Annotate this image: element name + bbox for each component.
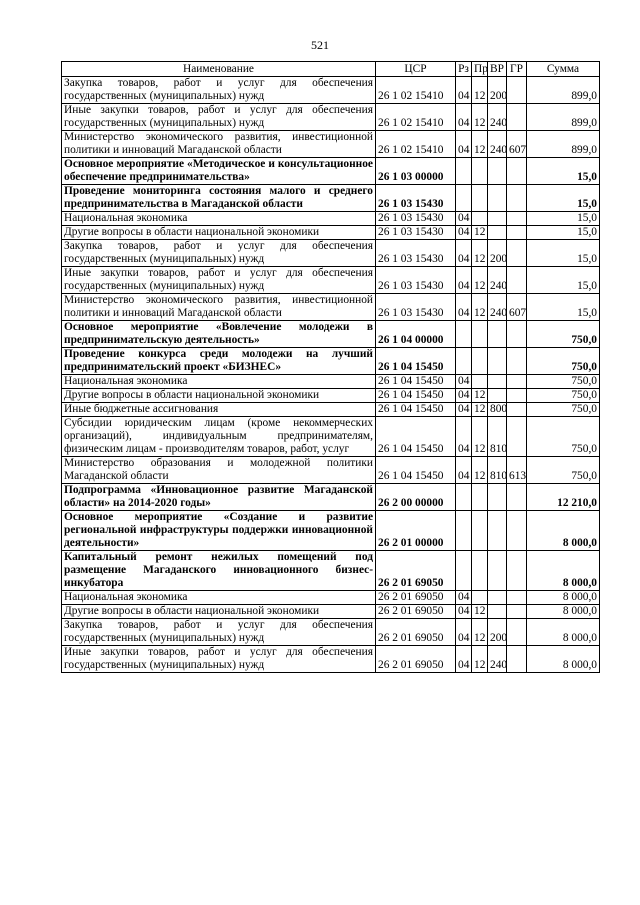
cell-csr: 26 2 01 69050 bbox=[376, 551, 456, 591]
cell-csr: 26 1 02 15410 bbox=[376, 77, 456, 104]
cell-name: Основное мероприятие «Методическое и консультационное обеспечение предпринимательства» bbox=[62, 158, 376, 185]
cell-name: Основное мероприятие «Создание и развитие региональной инфраструктуры поддержки инновационной деятельности» bbox=[62, 511, 376, 551]
cell-csr: 26 1 03 15430 bbox=[376, 240, 456, 267]
cell-sum: 750,0 bbox=[527, 389, 600, 403]
cell-name: Другие вопросы в области национальной экономики bbox=[62, 389, 376, 403]
cell-name: Национальная экономика bbox=[62, 212, 376, 226]
cell-pr bbox=[472, 511, 488, 551]
cell-gr bbox=[507, 267, 527, 294]
cell-name: Национальная экономика bbox=[62, 591, 376, 605]
cell-name: Проведение конкурса среди молодежи на лучший предпринимательский проект «БИЗНЕС» bbox=[62, 348, 376, 375]
table-row bbox=[62, 77, 600, 104]
cell-csr: 26 1 03 00000 bbox=[376, 158, 456, 185]
cell-sum: 750,0 bbox=[527, 457, 600, 484]
cell-vr bbox=[488, 321, 507, 348]
cell-gr bbox=[507, 605, 527, 619]
cell-sum: 750,0 bbox=[527, 375, 600, 389]
header-sum: Сумма bbox=[527, 62, 600, 77]
cell-name: Иные закупки товаров, работ и услуг для обеспечения государственных (муниципальных) нужд bbox=[62, 104, 376, 131]
cell-name: Национальная экономика bbox=[62, 375, 376, 389]
cell-name: Закупка товаров, работ и услуг для обеспечения государственных (муниципальных) нужд bbox=[62, 77, 376, 104]
cell-csr: 26 1 02 15410 bbox=[376, 104, 456, 131]
cell-sum: 899,0 bbox=[527, 104, 600, 131]
table-row bbox=[62, 457, 600, 484]
table-row bbox=[62, 240, 600, 267]
cell-name: Министерство образования и молодежной политики Магаданской области bbox=[62, 457, 376, 484]
cell-csr: 26 1 03 15430 bbox=[376, 212, 456, 226]
table-row bbox=[62, 591, 600, 605]
cell-sum: 750,0 bbox=[527, 417, 600, 457]
cell-csr: 26 1 03 15430 bbox=[376, 185, 456, 212]
cell-gr bbox=[507, 551, 527, 591]
cell-vr: 800 bbox=[488, 403, 507, 417]
cell-pr: 12 bbox=[472, 104, 488, 131]
cell-pr bbox=[472, 591, 488, 605]
cell-gr bbox=[507, 511, 527, 551]
cell-vr bbox=[488, 348, 507, 375]
cell-pr: 12 bbox=[472, 646, 488, 673]
cell-pr: 12 bbox=[472, 619, 488, 646]
cell-sum: 750,0 bbox=[527, 321, 600, 348]
table-body bbox=[62, 77, 600, 673]
table-row bbox=[62, 551, 600, 591]
cell-gr bbox=[507, 212, 527, 226]
table-row bbox=[62, 619, 600, 646]
cell-csr: 26 1 04 15450 bbox=[376, 348, 456, 375]
cell-csr: 26 1 03 15430 bbox=[376, 267, 456, 294]
cell-gr bbox=[507, 348, 527, 375]
cell-pr: 12 bbox=[472, 240, 488, 267]
cell-vr: 810 bbox=[488, 417, 507, 457]
table-row bbox=[62, 389, 600, 403]
cell-name: Субсидии юридическим лицам (кроме некоммерческих организаций), индивидуальным предпринимателям, физическим лицам - производителям товаров, работ, услуг bbox=[62, 417, 376, 457]
cell-pr: 12 bbox=[472, 77, 488, 104]
cell-name: Иные закупки товаров, работ и услуг для обеспечения государственных (муниципальных) нужд bbox=[62, 646, 376, 673]
cell-csr: 26 1 02 15410 bbox=[376, 131, 456, 158]
cell-csr: 26 2 00 00000 bbox=[376, 484, 456, 511]
cell-vr: 200 bbox=[488, 619, 507, 646]
cell-csr: 26 1 03 15430 bbox=[376, 294, 456, 321]
cell-gr bbox=[507, 403, 527, 417]
cell-vr bbox=[488, 158, 507, 185]
cell-sum: 899,0 bbox=[527, 77, 600, 104]
cell-gr bbox=[507, 226, 527, 240]
cell-gr bbox=[507, 484, 527, 511]
table-row bbox=[62, 267, 600, 294]
header-rz: Рз bbox=[456, 62, 472, 77]
cell-rz: 04 bbox=[456, 403, 472, 417]
cell-name: Министерство экономического развития, инвестиционной политики и инноваций Магаданской области bbox=[62, 294, 376, 321]
cell-sum: 12 210,0 bbox=[527, 484, 600, 511]
cell-sum: 8 000,0 bbox=[527, 591, 600, 605]
cell-pr: 12 bbox=[472, 267, 488, 294]
cell-vr: 200 bbox=[488, 77, 507, 104]
cell-rz bbox=[456, 321, 472, 348]
cell-pr: 12 bbox=[472, 403, 488, 417]
table-row bbox=[62, 104, 600, 131]
cell-csr: 26 1 04 15450 bbox=[376, 457, 456, 484]
cell-pr bbox=[472, 158, 488, 185]
cell-pr bbox=[472, 321, 488, 348]
cell-name: Иные закупки товаров, работ и услуг для обеспечения государственных (муниципальных) нужд bbox=[62, 267, 376, 294]
cell-sum: 15,0 bbox=[527, 158, 600, 185]
cell-sum: 15,0 bbox=[527, 294, 600, 321]
cell-pr bbox=[472, 375, 488, 389]
cell-rz: 04 bbox=[456, 240, 472, 267]
cell-gr bbox=[507, 158, 527, 185]
cell-rz bbox=[456, 348, 472, 375]
cell-vr bbox=[488, 212, 507, 226]
cell-vr bbox=[488, 375, 507, 389]
cell-gr bbox=[507, 185, 527, 212]
cell-sum: 15,0 bbox=[527, 267, 600, 294]
cell-csr: 26 1 04 15450 bbox=[376, 375, 456, 389]
cell-csr: 26 2 01 69050 bbox=[376, 605, 456, 619]
cell-name: Капитальный ремонт нежилых помещений под размещение Магаданского инновационного бизнес-инкубатора bbox=[62, 551, 376, 591]
cell-rz: 04 bbox=[456, 457, 472, 484]
cell-sum: 15,0 bbox=[527, 226, 600, 240]
header-pr: Пр bbox=[472, 62, 488, 77]
cell-vr bbox=[488, 551, 507, 591]
table-row bbox=[62, 226, 600, 240]
cell-gr bbox=[507, 389, 527, 403]
cell-vr bbox=[488, 389, 507, 403]
cell-rz: 04 bbox=[456, 619, 472, 646]
table-row bbox=[62, 212, 600, 226]
cell-vr: 810 bbox=[488, 457, 507, 484]
cell-gr bbox=[507, 619, 527, 646]
page-number: 521 bbox=[311, 38, 329, 52]
table-row bbox=[62, 321, 600, 348]
cell-rz: 04 bbox=[456, 104, 472, 131]
cell-rz: 04 bbox=[456, 389, 472, 403]
cell-vr bbox=[488, 226, 507, 240]
cell-name: Другие вопросы в области национальной экономики bbox=[62, 226, 376, 240]
cell-rz bbox=[456, 551, 472, 591]
cell-sum: 750,0 bbox=[527, 348, 600, 375]
table-header-row bbox=[62, 62, 600, 77]
cell-rz: 04 bbox=[456, 417, 472, 457]
cell-vr: 200 bbox=[488, 240, 507, 267]
cell-pr: 12 bbox=[472, 417, 488, 457]
cell-pr bbox=[472, 348, 488, 375]
header-csr: ЦСР bbox=[376, 62, 456, 77]
cell-gr bbox=[507, 375, 527, 389]
cell-rz: 04 bbox=[456, 375, 472, 389]
table-row bbox=[62, 348, 600, 375]
cell-name: Основное мероприятие «Вовлечение молодежи в предпринимательскую деятельность» bbox=[62, 321, 376, 348]
cell-csr: 26 2 01 69050 bbox=[376, 591, 456, 605]
cell-vr bbox=[488, 484, 507, 511]
cell-sum: 750,0 bbox=[527, 403, 600, 417]
cell-sum: 8 000,0 bbox=[527, 619, 600, 646]
table-row bbox=[62, 131, 600, 158]
cell-rz: 04 bbox=[456, 77, 472, 104]
cell-vr: 240 bbox=[488, 267, 507, 294]
cell-name: Министерство экономического развития, инвестиционной политики и инноваций Магаданской области bbox=[62, 131, 376, 158]
cell-rz bbox=[456, 511, 472, 551]
table-row bbox=[62, 646, 600, 673]
cell-rz bbox=[456, 158, 472, 185]
cell-sum: 8 000,0 bbox=[527, 605, 600, 619]
table-row bbox=[62, 403, 600, 417]
header-name: Наименование bbox=[62, 62, 376, 77]
cell-sum: 15,0 bbox=[527, 212, 600, 226]
table-row bbox=[62, 294, 600, 321]
cell-gr bbox=[507, 104, 527, 131]
cell-pr: 12 bbox=[472, 294, 488, 321]
cell-gr bbox=[507, 240, 527, 267]
cell-vr: 240 bbox=[488, 104, 507, 131]
table-row bbox=[62, 511, 600, 551]
cell-csr: 26 1 03 15430 bbox=[376, 226, 456, 240]
cell-pr bbox=[472, 484, 488, 511]
cell-name: Другие вопросы в области национальной экономики bbox=[62, 605, 376, 619]
table-row bbox=[62, 185, 600, 212]
cell-pr: 12 bbox=[472, 226, 488, 240]
cell-csr: 26 1 04 15450 bbox=[376, 403, 456, 417]
header-vr: ВР bbox=[488, 62, 507, 77]
cell-csr: 26 1 04 15450 bbox=[376, 417, 456, 457]
cell-name: Закупка товаров, работ и услуг для обеспечения государственных (муниципальных) нужд bbox=[62, 240, 376, 267]
cell-csr: 26 1 04 00000 bbox=[376, 321, 456, 348]
cell-rz: 04 bbox=[456, 646, 472, 673]
cell-rz: 04 bbox=[456, 212, 472, 226]
cell-sum: 8 000,0 bbox=[527, 511, 600, 551]
cell-rz: 04 bbox=[456, 267, 472, 294]
cell-pr: 12 bbox=[472, 389, 488, 403]
cell-gr: 607 bbox=[507, 131, 527, 158]
cell-name: Иные бюджетные ассигнования bbox=[62, 403, 376, 417]
header-gr: ГР bbox=[507, 62, 527, 77]
cell-sum: 8 000,0 bbox=[527, 551, 600, 591]
cell-rz: 04 bbox=[456, 226, 472, 240]
cell-name: Подпрограмма «Инновационное развитие Магаданской области» на 2014-2020 годы» bbox=[62, 484, 376, 511]
cell-gr bbox=[507, 591, 527, 605]
cell-gr bbox=[507, 646, 527, 673]
cell-pr bbox=[472, 551, 488, 591]
cell-rz: 04 bbox=[456, 131, 472, 158]
cell-pr bbox=[472, 212, 488, 226]
cell-pr: 12 bbox=[472, 605, 488, 619]
table-row bbox=[62, 484, 600, 511]
cell-rz: 04 bbox=[456, 605, 472, 619]
cell-vr: 240 bbox=[488, 294, 507, 321]
cell-sum: 8 000,0 bbox=[527, 646, 600, 673]
cell-sum: 15,0 bbox=[527, 185, 600, 212]
cell-vr bbox=[488, 591, 507, 605]
cell-vr: 240 bbox=[488, 131, 507, 158]
cell-rz bbox=[456, 185, 472, 212]
budget-table bbox=[61, 61, 600, 673]
cell-gr: 607 bbox=[507, 294, 527, 321]
cell-pr: 12 bbox=[472, 457, 488, 484]
cell-gr: 613 bbox=[507, 457, 527, 484]
cell-csr: 26 2 01 00000 bbox=[376, 511, 456, 551]
cell-vr bbox=[488, 605, 507, 619]
cell-pr bbox=[472, 185, 488, 212]
cell-rz: 04 bbox=[456, 294, 472, 321]
table-row bbox=[62, 158, 600, 185]
cell-vr bbox=[488, 511, 507, 551]
cell-csr: 26 2 01 69050 bbox=[376, 646, 456, 673]
cell-pr: 12 bbox=[472, 131, 488, 158]
cell-csr: 26 2 01 69050 bbox=[376, 619, 456, 646]
table-row bbox=[62, 605, 600, 619]
cell-gr bbox=[507, 77, 527, 104]
cell-sum: 899,0 bbox=[527, 131, 600, 158]
cell-name: Проведение мониторинга состояния малого и среднего предпринимательства в Магаданской области bbox=[62, 185, 376, 212]
table-row bbox=[62, 417, 600, 457]
cell-vr bbox=[488, 185, 507, 212]
cell-gr bbox=[507, 417, 527, 457]
cell-rz: 04 bbox=[456, 591, 472, 605]
table-row bbox=[62, 375, 600, 389]
cell-csr: 26 1 04 15450 bbox=[376, 389, 456, 403]
cell-sum: 15,0 bbox=[527, 240, 600, 267]
cell-rz bbox=[456, 484, 472, 511]
cell-name: Закупка товаров, работ и услуг для обеспечения государственных (муниципальных) нужд bbox=[62, 619, 376, 646]
cell-gr bbox=[507, 321, 527, 348]
cell-vr: 240 bbox=[488, 646, 507, 673]
